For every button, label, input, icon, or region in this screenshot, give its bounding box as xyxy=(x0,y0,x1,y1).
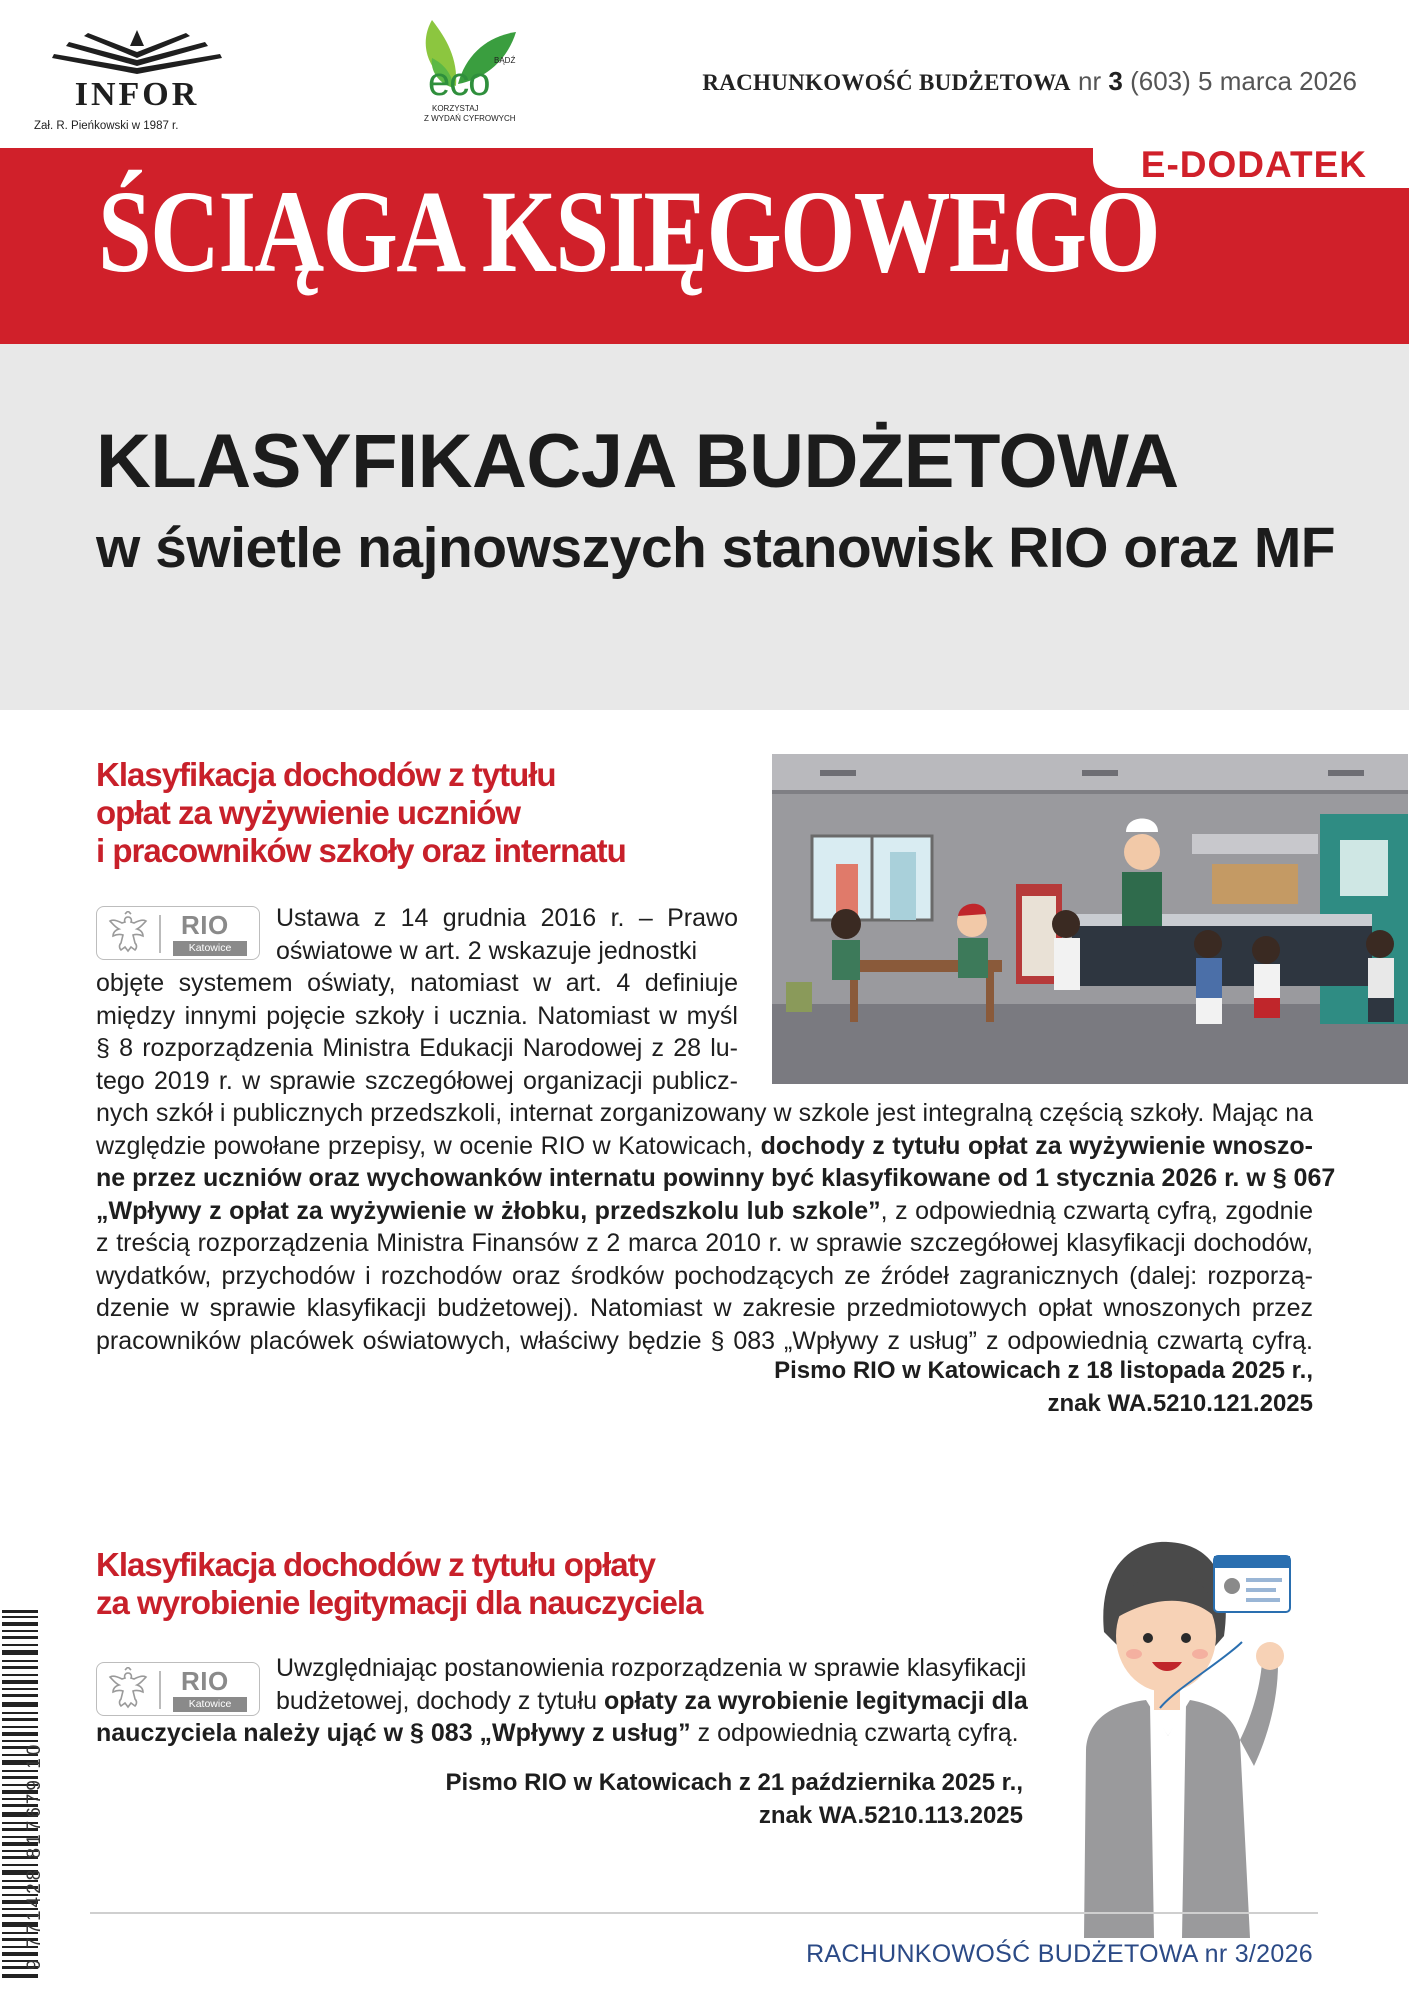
text-segment: , z odpowiednią czwartą cyfrą, zgodnie xyxy=(880,1196,1313,1225)
article-1-heading xyxy=(96,756,626,870)
text-line: pracowników placówek oświatowych, właściwy będzie § 083 „Wpływy z usług” z odpowiednią czwartą cyfrą. xyxy=(96,1326,1313,1355)
eco-wordmark: eco xyxy=(428,60,490,104)
article-1-body-narrow xyxy=(96,967,738,1097)
source-line: znak WA.5210.121.2025 xyxy=(1047,1390,1313,1417)
infor-subtitle: Zał. R. Pieńkowski w 1987 r. xyxy=(34,120,179,132)
banner-title: ŚCIĄGA KSIĘGOWEGO xyxy=(98,166,1159,297)
article-2-source xyxy=(445,1766,1023,1832)
eco-logo xyxy=(388,14,538,126)
text-line: Ustawa z 14 grudnia 2016 r. – Prawo xyxy=(276,904,738,932)
text-line: nych szkół i publicznych przedszkoli, internat zorganizowany w szkole jest integralną częścią szkoły. Mając na xyxy=(96,1099,1313,1127)
text-line: objęte systemem oświaty, natomiast w art. 4 definiuje xyxy=(96,969,738,997)
page-title: KLASYFIKACJA BUDŻETOWA xyxy=(96,419,1179,504)
infor-wing-icon xyxy=(32,28,242,80)
text-line: między innymi pojęcie szkoły i ucznia. Natomiast w myśl xyxy=(96,1001,738,1030)
text-line: tego 2019 r. w sprawie szczegółowej organizacji publicz- xyxy=(96,1066,738,1095)
issue-date: (603) 5 marca 2026 xyxy=(1130,66,1357,96)
text-emphasis-line: ne przez uczniów oraz wychowanków internatu powinny być klasyfikowane od 1 stycznia 2026 r. w § 067 xyxy=(96,1164,1336,1192)
source-line: Pismo RIO w Katowicach z 18 listopada 2025 r., xyxy=(774,1357,1313,1384)
source-line: Pismo RIO w Katowicach z 21 października 2025 r., xyxy=(445,1769,1023,1796)
eco-subtitle-1: KORZYSTAJ xyxy=(432,104,479,113)
badge-separator xyxy=(159,915,161,953)
eagle-emblem-icon xyxy=(107,1667,149,1711)
woman-with-id-card-illustration xyxy=(1064,1540,1304,1938)
text-line xyxy=(96,1195,1313,1228)
barcode-number: 9 771428 817679 10 xyxy=(24,1741,45,1970)
rio-city: Katowice xyxy=(173,1697,247,1712)
text-emphasis: dochody z tytułu opłat za wyżywienie wnoszo- xyxy=(760,1131,1313,1160)
rio-label: RIO xyxy=(181,910,229,940)
text-line: Uwzględniając postanowienia rozporządzenia w sprawie klasyfikacji xyxy=(276,1654,1027,1682)
article-1-heading-line: Klasyfikacja dochodów z tytułu xyxy=(96,756,556,793)
issue-info xyxy=(702,66,1357,97)
text-line: wydatków, przychodów i rozchodów oraz środków pochodzących ze źródeł zagranicznych (dalej: rozporzą- xyxy=(96,1261,1313,1290)
article-2-body xyxy=(96,1717,1026,1750)
publication-name: RACHUNKOWOŚĆ BUDŻETOWA xyxy=(702,70,1071,95)
rio-city: Katowice xyxy=(173,941,247,956)
text-emphasis: nauczyciela należy ująć w § 083 „Wpływy z usług” xyxy=(96,1719,691,1747)
eco-badz: BĄDŹ xyxy=(494,56,516,65)
article-1-source xyxy=(774,1354,1313,1420)
article-1-heading-line: opłat za wyżywienie uczniów xyxy=(96,794,521,831)
badge-separator xyxy=(159,1671,161,1709)
rio-badge xyxy=(96,1662,260,1716)
page-subtitle: w świetle najnowszych stanowisk RIO oraz MF xyxy=(96,516,1336,580)
text-line xyxy=(96,1717,1026,1750)
text-emphasis: „Wpływy z opłat za wyżywienie w żłobku, przedszkolu lub szkole” xyxy=(96,1196,881,1225)
eagle-emblem-icon xyxy=(107,911,149,955)
text-line xyxy=(276,1685,1028,1718)
issue-number-prefix: nr xyxy=(1078,66,1102,96)
text-segment: względzie powołane przepisy, w ocenie RIO w Katowicach, xyxy=(96,1131,761,1160)
school-canteen-illustration xyxy=(772,754,1408,1084)
text-emphasis: opłaty za wyrobienie legitymacji dla xyxy=(603,1686,1028,1715)
infor-wordmark: INFOR xyxy=(74,76,200,113)
article-1-heading-line: i pracowników szkoły oraz internatu xyxy=(96,832,626,869)
article-1-body-wide xyxy=(96,1097,1336,1357)
article-1-intro xyxy=(276,902,738,967)
issue-number: 3 xyxy=(1108,66,1123,96)
rio-badge xyxy=(96,906,260,960)
source-line: znak WA.5210.113.2025 xyxy=(758,1802,1023,1829)
text-line: § 8 rozporządzenia Ministra Edukacji Narodowej z 28 lu- xyxy=(96,1034,738,1062)
e-dodatek-label: E-DODATEK xyxy=(1140,144,1367,185)
article-2-intro xyxy=(276,1652,1028,1717)
footer-publication: RACHUNKOWOŚĆ BUDŻETOWA nr 3/2026 xyxy=(806,1940,1313,1968)
rio-label: RIO xyxy=(181,1666,229,1696)
text-line: z treścią rozporządzenia Ministra Finansów z 2 marca 2010 r. w sprawie szczegółowej klasyfikacji dochodów, xyxy=(96,1229,1313,1257)
article-2-heading-line: za wyrobienie legitymacji dla nauczyciela xyxy=(96,1584,703,1621)
infor-logo xyxy=(32,28,242,132)
eco-subtitle-2: Z WYDAŃ CYFROWYCH xyxy=(424,114,516,123)
article-2-heading xyxy=(96,1546,702,1622)
text-line: dzenie w sprawie klasyfikacji budżetowej). Natomiast w zakresie przedmiotowych opłat wnoszonych przez xyxy=(96,1294,1313,1322)
text-line: oświatowe w art. 2 wskazuje jednostki xyxy=(276,936,698,965)
text-segment: z odpowiednią czwartą cyfrą. xyxy=(690,1719,1019,1747)
text-line xyxy=(96,1130,1313,1163)
article-2-heading-line: Klasyfikacja dochodów z tytułu opłaty xyxy=(96,1546,655,1583)
footer-divider xyxy=(90,1912,1318,1914)
text-segment: budżetowej, dochody z tytułu xyxy=(276,1686,604,1715)
